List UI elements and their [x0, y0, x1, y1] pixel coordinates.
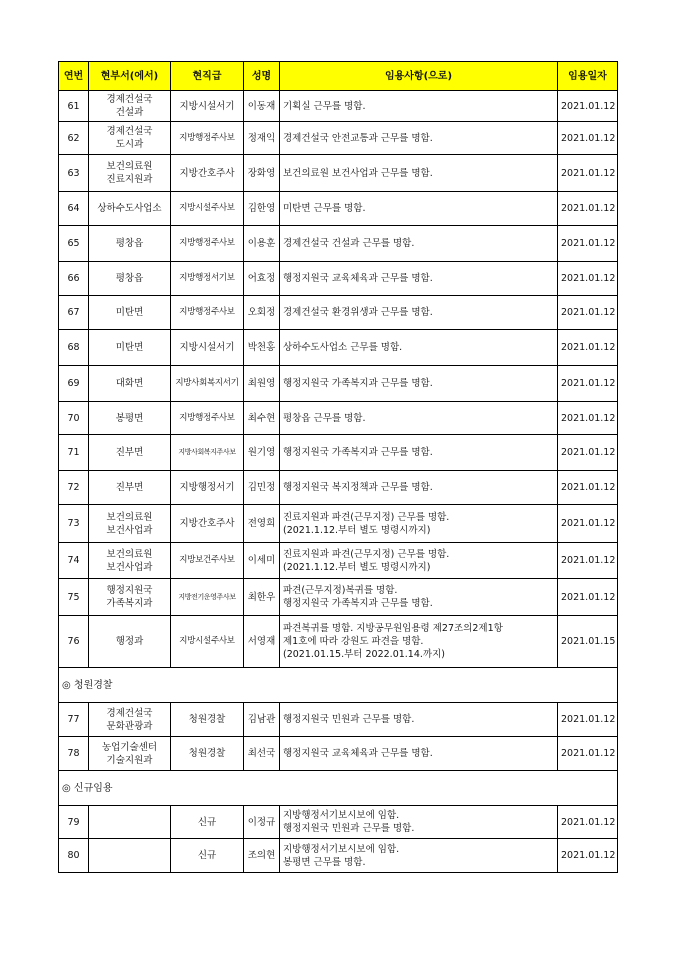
appointment-detail-line: 진료지원과 파견(근무지정) 근무를 명함. [283, 548, 450, 560]
current-department-line: 경제건설국 [106, 94, 153, 105]
appointment-date: 2021.01.12 [558, 296, 618, 330]
current-grade: 지방간호주사 [171, 155, 244, 192]
current-department [89, 402, 171, 435]
table-row [59, 226, 618, 262]
current-department-line: 평창읍 [115, 238, 144, 249]
row-number: 75 [59, 579, 89, 616]
current-department-line: 보건사업과 [106, 561, 153, 573]
appointment-detail [280, 839, 558, 873]
current-department [89, 435, 171, 471]
header-row [59, 62, 618, 91]
appointment-date: 2021.01.12 [558, 579, 618, 616]
table-row [59, 505, 618, 543]
appointment-detail-line: 행정지원국 교육체육과 근무를 명함. [283, 748, 433, 759]
appointment-date: 2021.01.12 [558, 806, 618, 839]
section-header-guards [59, 668, 618, 703]
row-number: 71 [59, 435, 89, 471]
current-grade: 지방사회복지서기 [171, 366, 244, 402]
current-department [89, 330, 171, 366]
person-name: 장화영 [244, 155, 280, 192]
table-row [59, 703, 618, 737]
table-row [59, 155, 618, 192]
appointment-detail-line: 지방행정서기보시보에 임함. [283, 843, 400, 855]
table-row [59, 192, 618, 226]
appointment-detail [280, 806, 558, 839]
current-department-line: 보건사업과 [106, 524, 153, 536]
person-name: 김남관 [244, 703, 280, 737]
current-grade: 지방보건주사보 [171, 543, 244, 579]
appointment-detail [280, 505, 558, 543]
appointment-detail-line: 상하수도사업소 근무를 명함. [283, 342, 403, 353]
current-department-line: 경제건설국 [106, 707, 153, 719]
appointment-detail-line: 지방행정서기보시보에 임함. [283, 810, 400, 821]
person-name: 박천홍 [244, 330, 280, 366]
person-name: 김민정 [244, 471, 280, 505]
section-header-new-hires-label: ◎ 신규임용 [59, 771, 618, 806]
header-grade: 현직급 [171, 62, 244, 91]
person-name: 이정규 [244, 806, 280, 839]
appointment-date: 2021.01.12 [558, 366, 618, 402]
appointment-date: 2021.01.12 [558, 839, 618, 873]
appointment-detail [280, 226, 558, 262]
appointment-detail [280, 616, 558, 668]
appointment-detail-line: 행정지원국 가족복지과 근무를 명함. [283, 447, 433, 458]
row-number: 66 [59, 262, 89, 296]
appointment-date: 2021.01.12 [558, 505, 618, 543]
row-number: 65 [59, 226, 89, 262]
current-department [89, 579, 171, 616]
table-row [59, 296, 618, 330]
row-number: 68 [59, 330, 89, 366]
current-grade: 지방시설주사보 [171, 616, 244, 668]
appointment-detail [280, 155, 558, 192]
appointment-detail [280, 703, 558, 737]
appointment-detail [280, 737, 558, 771]
current-department-line: 미탄면 [115, 342, 144, 353]
row-number: 63 [59, 155, 89, 192]
appointment-date: 2021.01.12 [558, 122, 618, 155]
section-header-guards-label: ◎ 청원경찰 [59, 668, 618, 703]
appointment-detail [280, 402, 558, 435]
row-number: 73 [59, 505, 89, 543]
current-department-line: 농업기술센터 [101, 741, 158, 753]
current-grade: 지방행정주사보 [171, 226, 244, 262]
current-department-line: 미탄면 [115, 307, 144, 318]
table-row [59, 839, 618, 873]
current-grade: 지방행정주사보 [171, 122, 244, 155]
current-department [89, 226, 171, 262]
row-number: 69 [59, 366, 89, 402]
row-number: 64 [59, 192, 89, 226]
table-row [59, 435, 618, 471]
appointment-detail-line: 진료지원과 파견(근무지정) 근무를 명함. [283, 511, 450, 523]
current-grade: 신규 [171, 839, 244, 873]
header-name: 성명 [244, 62, 280, 91]
current-department-line: 대화면 [115, 378, 144, 389]
appointment-detail-line: 평창읍 근무를 명함. [283, 412, 366, 424]
table-row [59, 737, 618, 771]
appointment-date: 2021.01.12 [558, 226, 618, 262]
current-department-line: 평창읍 [115, 273, 144, 284]
person-name: 이세미 [244, 543, 280, 579]
row-number: 70 [59, 402, 89, 435]
row-number: 74 [59, 543, 89, 579]
appointment-detail-line: 경제건설국 안전교통과 근무를 명함. [283, 132, 433, 144]
appointment-detail [280, 192, 558, 226]
person-name: 최수현 [244, 402, 280, 435]
person-name: 서영재 [244, 616, 280, 668]
current-department-line: 보건의료원 [106, 548, 153, 560]
person-name: 원기영 [244, 435, 280, 471]
person-name: 최선국 [244, 737, 280, 771]
current-department [89, 839, 171, 873]
current-grade: 지방행정주사보 [171, 296, 244, 330]
row-number: 67 [59, 296, 89, 330]
appointment-detail [280, 122, 558, 155]
appointment-detail-line: 경제건설국 건설과 근무를 명함. [283, 238, 415, 249]
row-number: 80 [59, 839, 89, 873]
current-department [89, 296, 171, 330]
appointment-date: 2021.01.15 [558, 616, 618, 668]
row-number: 79 [59, 806, 89, 839]
row-number: 76 [59, 616, 89, 668]
person-name: 이동재 [244, 91, 280, 122]
current-department [89, 806, 171, 839]
table-row [59, 330, 618, 366]
current-department-line: 상하수도사업소 [97, 203, 162, 214]
appointment-detail [280, 543, 558, 579]
current-department-line: 기술지원과 [106, 754, 153, 766]
appointment-detail-line: (2021.01.15.부터 2022.01.14.까지) [283, 649, 445, 660]
appointment-detail-line: 행정지원국 교육체육과 근무를 명함. [283, 273, 433, 284]
appointment-date: 2021.01.12 [558, 737, 618, 771]
current-department [89, 737, 171, 771]
table-row [59, 616, 618, 668]
appointment-detail-line: 행정지원국 민원과 근무를 명함. [283, 823, 415, 834]
header-date: 임용일자 [558, 62, 618, 91]
appointment-detail-line: 행정지원국 가족복지과 근무를 명함. [283, 598, 433, 609]
current-department-line: 보건의료원 [106, 511, 153, 523]
current-department-line: 봉평면 [115, 412, 144, 424]
current-grade: 지방행정서기 [171, 471, 244, 505]
appointment-date: 2021.01.12 [558, 435, 618, 471]
current-department-line: 가족복지과 [106, 598, 153, 609]
appointment-date: 2021.01.12 [558, 192, 618, 226]
header-detail: 임용사항(으로) [280, 62, 558, 91]
current-department [89, 155, 171, 192]
appointment-detail-line: (2021.1.12.부터 별도 명령시까지) [283, 561, 431, 573]
current-department-line: 문화관광과 [106, 720, 153, 732]
section-header-new-hires [59, 771, 618, 806]
current-grade: 지방간호주사 [171, 505, 244, 543]
table-row [59, 579, 618, 616]
appointment-date: 2021.01.12 [558, 402, 618, 435]
appointment-detail-line: 행정지원국 복지정책과 근무를 명함. [283, 482, 433, 493]
current-grade: 지방사회복지주사보 [171, 435, 244, 471]
current-department-line: 진부면 [115, 447, 144, 458]
appointment-detail [280, 330, 558, 366]
table-row [59, 543, 618, 579]
current-department [89, 471, 171, 505]
row-number: 61 [59, 91, 89, 122]
appointment-detail [280, 91, 558, 122]
appointment-table [58, 61, 618, 873]
current-department-line: 행정지원국 [106, 585, 153, 596]
person-name: 전영희 [244, 505, 280, 543]
row-number: 62 [59, 122, 89, 155]
person-name: 김한영 [244, 192, 280, 226]
person-name: 조의현 [244, 839, 280, 873]
row-number: 72 [59, 471, 89, 505]
appointment-detail-line: 보건의료원 보건사업과 근무를 명함. [283, 167, 433, 179]
appointment-detail-line: 봉평면 근무를 명함. [283, 856, 366, 868]
current-grade: 지방행정주사보 [171, 402, 244, 435]
table-row [59, 471, 618, 505]
row-number: 78 [59, 737, 89, 771]
current-grade: 지방시설주사보 [171, 192, 244, 226]
current-grade: 지방시설서기 [171, 91, 244, 122]
table-row [59, 262, 618, 296]
table-row [59, 402, 618, 435]
table-row [59, 122, 618, 155]
current-department-line: 보건의료원 [106, 161, 153, 172]
person-name: 오회정 [244, 296, 280, 330]
appointment-detail [280, 366, 558, 402]
current-department-line: 경제건설국 [106, 126, 153, 137]
current-department [89, 703, 171, 737]
person-name: 최한우 [244, 579, 280, 616]
appointment-detail-line: 행정지원국 가족복지과 근무를 명함. [283, 378, 433, 389]
person-name: 최원영 [244, 366, 280, 402]
appointment-detail [280, 262, 558, 296]
appointment-detail [280, 296, 558, 330]
current-grade: 지방행정서기보 [171, 262, 244, 296]
current-department-line: 행정과 [115, 636, 144, 647]
current-department-line: 진부면 [115, 482, 144, 493]
appointment-detail-line: 미탄면 근무를 명함. [283, 203, 366, 214]
current-department [89, 262, 171, 296]
current-department-line: 건설과 [115, 107, 144, 118]
person-name: 이용훈 [244, 226, 280, 262]
appointment-detail-line: 기획실 근무를 명함. [283, 100, 366, 112]
appointment-date: 2021.01.12 [558, 262, 618, 296]
table-row [59, 366, 618, 402]
current-department [89, 543, 171, 579]
current-department [89, 122, 171, 155]
header-dept: 현부서(에서) [89, 62, 171, 91]
appointment-detail-line: 행정지원국 민원과 근무를 명함. [283, 714, 415, 725]
appointment-detail-line: (2021.1.12.부터 별도 명령시까지) [283, 524, 431, 536]
appointment-detail-line: 파견복귀를 명함. 지방공무원임용령 제27조의2제1항 [283, 623, 503, 634]
current-grade: 지방시설서기 [171, 330, 244, 366]
appointment-detail [280, 579, 558, 616]
appointment-date: 2021.01.12 [558, 703, 618, 737]
current-grade: 청원경찰 [171, 737, 244, 771]
appointment-date: 2021.01.12 [558, 91, 618, 122]
current-department [89, 91, 171, 122]
current-grade: 청원경찰 [171, 703, 244, 737]
appointment-date: 2021.01.12 [558, 543, 618, 579]
appointment-detail [280, 435, 558, 471]
person-name: 어효정 [244, 262, 280, 296]
current-grade: 지방전기운영주사보 [171, 579, 244, 616]
table-row [59, 91, 618, 122]
current-department [89, 366, 171, 402]
current-department-line: 도시과 [115, 139, 144, 150]
current-grade: 신규 [171, 806, 244, 839]
current-department [89, 505, 171, 543]
person-name: 정재익 [244, 122, 280, 155]
appointment-detail-line: 파견(근무지정)복귀를 명함. [283, 585, 398, 596]
header-no: 연번 [59, 62, 89, 91]
table-row [59, 806, 618, 839]
appointment-detail-line: 경제건설국 환경위생과 근무를 명함. [283, 307, 433, 318]
appointment-detail-line: 제1호에 따라 강원도 파견을 명함. [283, 636, 424, 647]
appointment-date: 2021.01.12 [558, 471, 618, 505]
current-department [89, 616, 171, 668]
appointment-detail [280, 471, 558, 505]
current-department [89, 192, 171, 226]
row-number: 77 [59, 703, 89, 737]
appointment-date: 2021.01.12 [558, 155, 618, 192]
appointment-date: 2021.01.12 [558, 330, 618, 366]
current-department-line: 진료지원과 [106, 174, 153, 185]
